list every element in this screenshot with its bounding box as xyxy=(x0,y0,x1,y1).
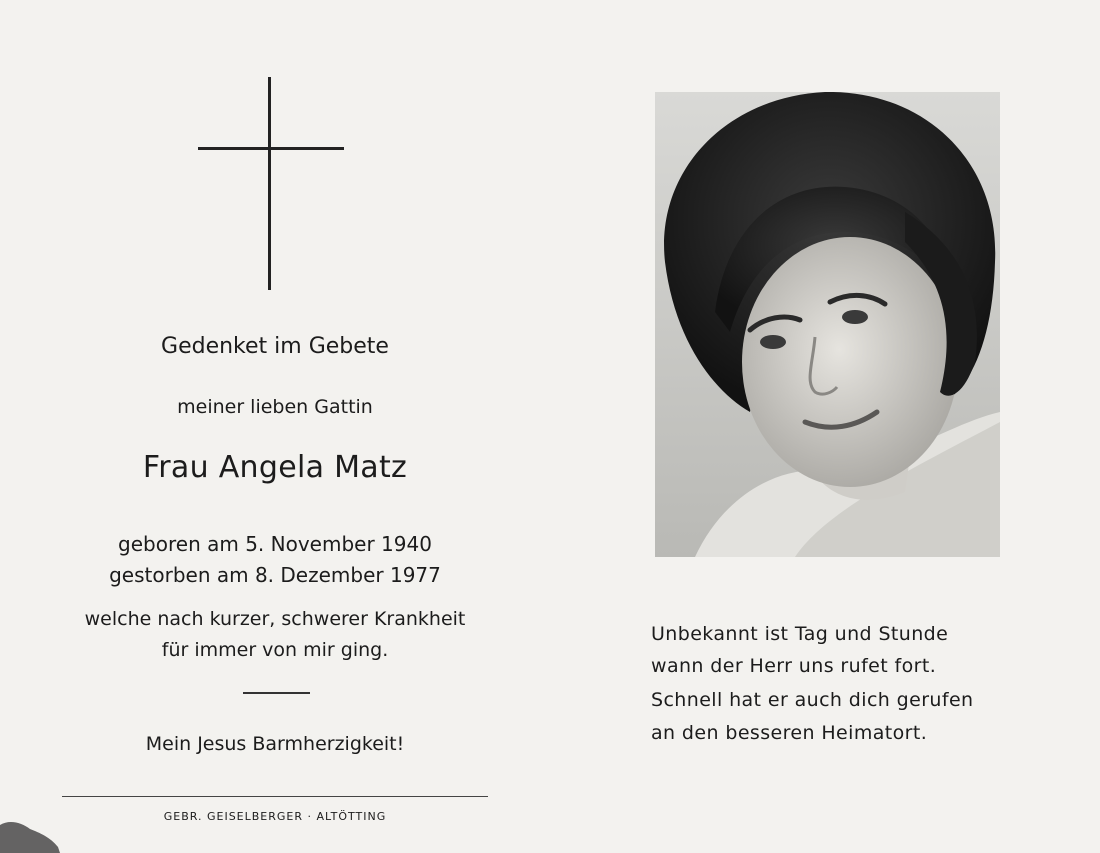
footer-divider xyxy=(62,796,488,797)
card-subheading: meiner lieben Gattin xyxy=(177,396,373,418)
printer-credit: GEBR. GEISELBERGER · ALTÖTTING xyxy=(163,810,387,823)
birth-date: geboren am 5. November 1940 xyxy=(118,532,432,556)
prayer-line: Mein Jesus Barmherzigkeit! xyxy=(145,733,405,755)
card-heading: Gedenket im Gebete xyxy=(161,334,389,359)
verse-line-4: an den besseren Heimatort. xyxy=(651,722,928,744)
verse-line-1: Unbekannt ist Tag und Stunde xyxy=(651,623,949,645)
ink-smudge xyxy=(0,815,60,853)
deceased-name: Frau Angela Matz xyxy=(142,450,408,485)
illness-line-2: für immer von mir ging. xyxy=(161,639,389,661)
death-date: gestorben am 8. Dezember 1977 xyxy=(109,563,441,587)
divider xyxy=(243,692,310,694)
illness-line-1: welche nach kurzer, schwerer Krankheit xyxy=(84,608,466,630)
verse-line-2: wann der Herr uns rufet fort. xyxy=(651,655,937,677)
verse-line-3: Schnell hat er auch dich gerufen xyxy=(651,689,974,711)
portrait-photo xyxy=(655,92,1000,557)
